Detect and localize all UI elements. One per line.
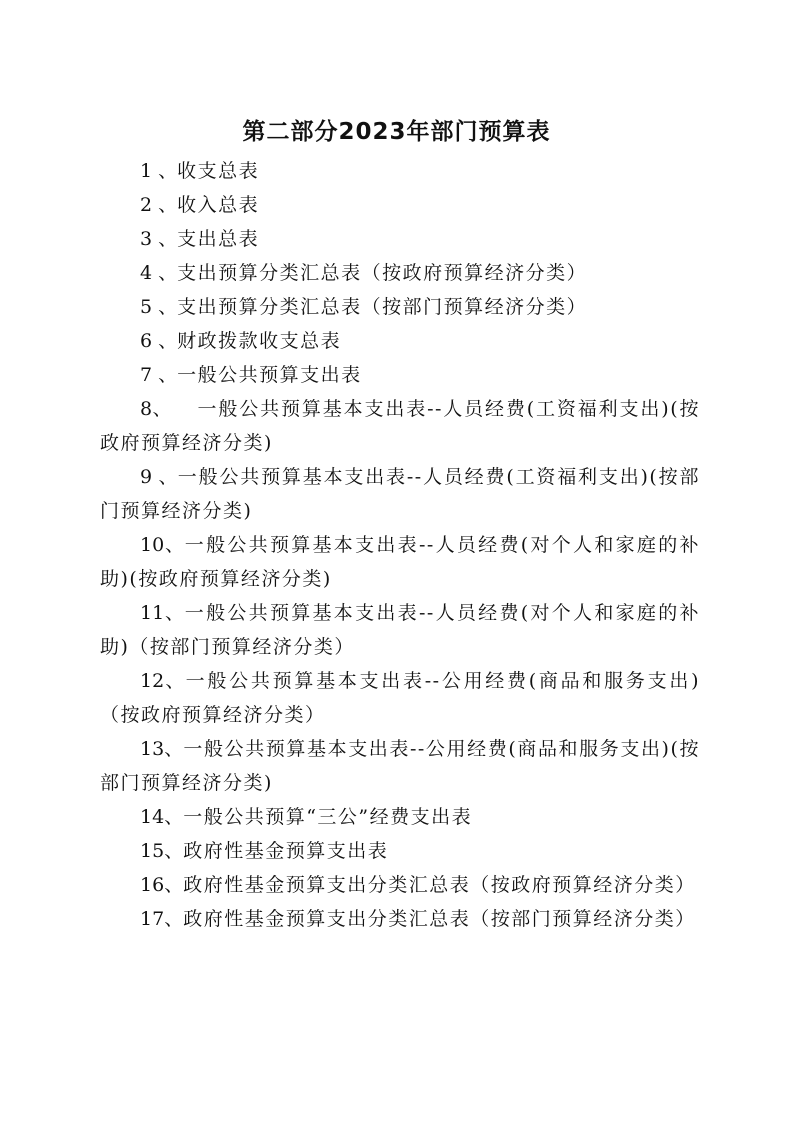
toc-item-separator: 、 — [164, 670, 186, 692]
toc-item-8 — [100, 392, 700, 460]
toc-item-text: 一般公共预算基本支出表--公用经费(商品和服务支出)（按政府预算经济分类） — [100, 670, 700, 726]
toc-item-16 — [100, 868, 700, 902]
toc-item-12 — [100, 664, 700, 732]
toc-item-2 — [100, 188, 700, 222]
toc-item-separator: 、 — [164, 840, 184, 862]
toc-item-number: 16 — [140, 874, 165, 896]
toc-item-17 — [100, 902, 700, 936]
toc-item-text: 政府性基金预算支出分类汇总表（按部门预算经济分类） — [183, 908, 696, 930]
page-title: 第二部分2023年部门预算表 — [242, 119, 551, 145]
toc-item-number: 8 — [140, 398, 153, 420]
toc-item-separator: 、 — [152, 330, 178, 352]
toc-item-text: 收入总表 — [177, 194, 260, 216]
toc-item-number: 13 — [140, 738, 165, 760]
toc-item-3 — [100, 222, 700, 256]
toc-item-text: 一般公共预算支出表 — [177, 364, 362, 386]
toc-item-4 — [100, 256, 700, 290]
table-of-contents — [100, 154, 700, 936]
toc-item-text: 支出预算分类汇总表（按政府预算经济分类） — [177, 262, 588, 284]
toc-item-separator: 、 — [164, 738, 184, 760]
toc-item-separator: 、 — [152, 296, 178, 318]
toc-item-separator: 、 — [164, 806, 184, 828]
toc-item-text: 一般公共预算基本支出表--公用经费(商品和服务支出)(按部门预算经济分类) — [100, 738, 700, 794]
toc-item-number: 9 — [140, 466, 153, 488]
toc-item-separator: 、 — [152, 228, 178, 250]
toc-item-number: 5 — [140, 296, 153, 318]
toc-item-separator: 、 — [152, 466, 178, 488]
toc-item-text: 一般公共预算基本支出表--人员经费(工资福利支出)(按部门预算经济分类) — [100, 466, 700, 522]
toc-item-separator: 、 — [164, 908, 184, 930]
toc-item-5 — [100, 290, 700, 324]
toc-item-number: 3 — [140, 228, 153, 250]
toc-item-text: 一般公共预算“三公”经费支出表 — [183, 806, 473, 828]
toc-item-11 — [100, 596, 700, 664]
toc-item-14 — [100, 800, 700, 834]
toc-item-10 — [100, 528, 700, 596]
toc-item-separator: 、 — [164, 874, 184, 896]
toc-item-number: 17 — [140, 908, 165, 930]
toc-item-1 — [100, 154, 700, 188]
toc-item-number: 4 — [140, 262, 153, 284]
toc-item-text: 一般公共预算基本支出表--人员经费(工资福利支出)(按政府预算经济分类) — [100, 398, 700, 454]
toc-item-text: 一般公共预算基本支出表--人员经费(对个人和家庭的补助)(按政府预算经济分类) — [100, 534, 700, 590]
toc-item-number: 11 — [140, 602, 165, 624]
toc-item-separator: 、 — [152, 398, 198, 420]
toc-item-separator: 、 — [152, 160, 178, 182]
toc-item-text: 财政拨款收支总表 — [177, 330, 342, 352]
toc-item-number: 1 — [140, 160, 153, 182]
toc-item-6 — [100, 324, 700, 358]
toc-item-text: 支出总表 — [177, 228, 260, 250]
toc-item-7 — [100, 358, 700, 392]
toc-item-text: 政府性基金预算支出表 — [183, 840, 389, 862]
toc-item-separator: 、 — [152, 194, 178, 216]
toc-item-text: 支出预算分类汇总表（按部门预算经济分类） — [177, 296, 588, 318]
toc-item-separator: 、 — [164, 602, 185, 624]
toc-item-text: 收支总表 — [177, 160, 260, 182]
toc-item-13 — [100, 732, 700, 800]
toc-item-number: 7 — [140, 364, 153, 386]
toc-item-number: 12 — [140, 670, 165, 692]
toc-item-number: 2 — [140, 194, 153, 216]
toc-item-number: 14 — [140, 806, 165, 828]
toc-item-text: 政府性基金预算支出分类汇总表（按政府预算经济分类） — [183, 874, 696, 896]
toc-item-15 — [100, 834, 700, 868]
toc-item-separator: 、 — [152, 364, 178, 386]
toc-item-number: 10 — [140, 534, 165, 556]
toc-item-number: 15 — [140, 840, 165, 862]
toc-item-separator: 、 — [164, 534, 185, 556]
toc-item-number: 6 — [140, 330, 153, 352]
toc-item-separator: 、 — [152, 262, 178, 284]
toc-item-text: 一般公共预算基本支出表--人员经费(对个人和家庭的补助)（按部门预算经济分类） — [100, 602, 700, 658]
toc-item-9 — [100, 460, 700, 528]
